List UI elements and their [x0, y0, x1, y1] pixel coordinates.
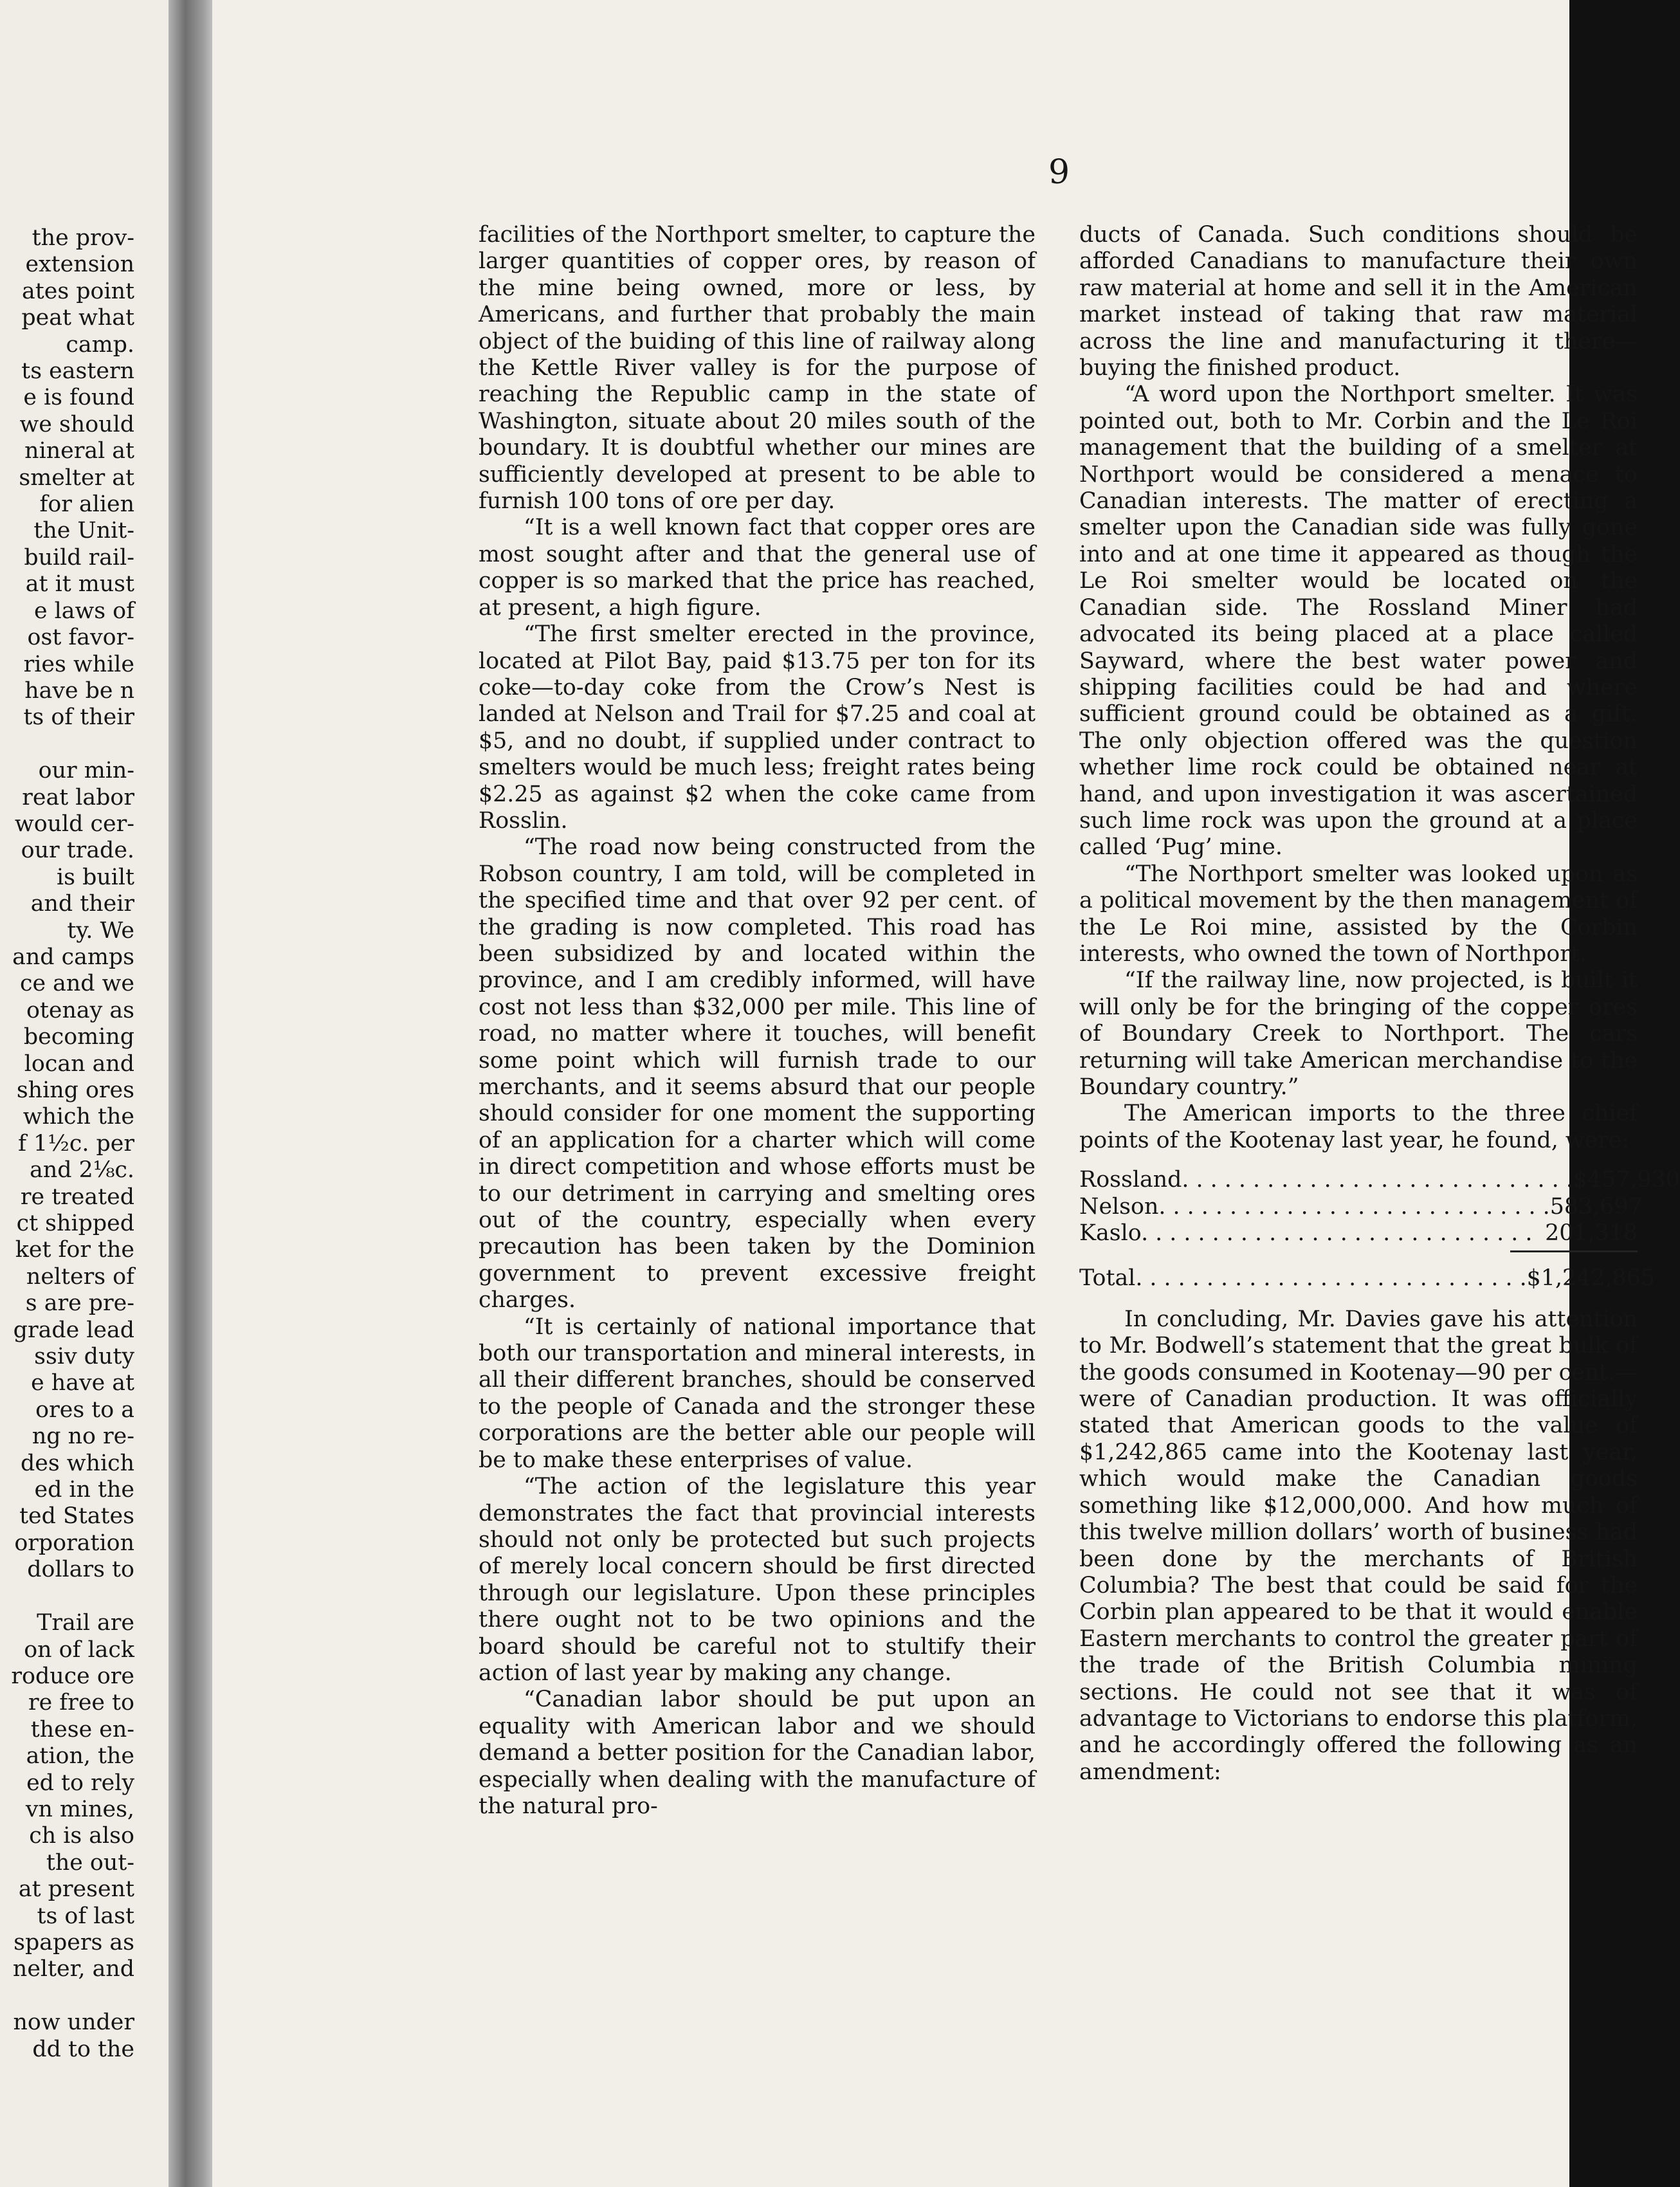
imports-row	[1079, 1193, 1643, 1220]
left-fragment-line: ssiv duty	[34, 1344, 134, 1370]
left-fragment-line: spapers as	[14, 1929, 134, 1955]
left-fragment-line: ted States	[19, 1503, 134, 1530]
imports-table	[1079, 1167, 1680, 1247]
left-fragment-line: ores to a	[35, 1396, 134, 1423]
left-fragment-line: nineral at	[24, 438, 134, 464]
left-fragment-line: vn mines,	[25, 1796, 134, 1822]
left-fragment-line: ries while	[23, 651, 134, 677]
left-fragment-line: ts of last	[37, 1903, 134, 1929]
paragraph: “The road now being constructed from the Robson country, I am told, will be completed in the specified time and that over 92 per cent. of the grading is now completed. This road has been subsidized by and located within the province, and I am credibly informed, will have cost not less than $32,000 per mile. This line of road, no matter where it touches, will benefit some point which will furnish trade to our merchants, and it seems absurd that our people should consider for one moment the supporting of an application for a charter which will come in direct competition and whose efforts must be to our detriment in carrying and smelting ores out of the country, especially when every precaution has been taken by the Dominion government to prevent excessive freight charges.	[479, 834, 1036, 1313]
paragraph: “The action of the legislature this year demonstrates the fact that provincial interests should not only be protected but such projects of merely local concern should be first directed through our legislature. Upon these principles there ought not to be two opinions and the board should be careful not to stultify their action of last year by making any change.	[479, 1474, 1036, 1686]
left-fragment-line: ct shipped	[16, 1211, 134, 1237]
left-fragment-line: nelter, and	[12, 1956, 134, 1982]
left-fragment-line: and their	[30, 891, 134, 917]
left-fragment-line: roduce ore	[11, 1663, 134, 1689]
left-fragment-line: which the	[23, 1104, 134, 1130]
left-fragment-line: ost favor-	[27, 625, 134, 651]
left-fragment-line: peat what	[21, 305, 134, 331]
left-fragment-line: s are pre-	[25, 1290, 134, 1317]
left-fragment-line: grade lead	[13, 1317, 134, 1343]
paragraph: facilities of the Northport smelter, to capture the larger quantities of copper ores, by reason of the mine being owned, more or less, by Americans, and further that probably the main object of the buiding of this line of railway along the Kettle River valley is for the purpose of reaching the Republic camp in the state of Washington, situate about 20 miles south of the boundary. It is doubtful whether our mines are sufficiently developed at present to be able to furnish 100 tons of ore per day.	[479, 222, 1036, 515]
column-right-paragraphs	[1079, 222, 1638, 1154]
total-amount: $1,242,865	[1526, 1265, 1655, 1292]
text-column-left	[479, 222, 1036, 1820]
page-number: 9	[1048, 153, 1070, 192]
paragraph: “A word upon the Northport smelter. It was pointed out, both to Mr. Corbin and the Le Roi management that the building of a smelter at Northport would be considered a menace to Canadian interests. The matter of erecting a smelter upon the Canadian side was fully gone into and at one time it appeared as though the Le Roi smelter would be located on the Canadian side. The Rossland Miner had advocated its being placed at a place called Sayward, where the best water power and shipping facilities could be had and where sufficient ground could be obtained as a gift. The only objection offered was the question whether lime rock could be obtained near at hand, and upon investigation it was ascertained such lime rock was upon the ground at a place called ‘Pug’ mine.	[1079, 381, 1638, 861]
left-fragment-line: Trail are	[37, 1610, 134, 1636]
left-fragment-line: have be n	[24, 677, 134, 704]
left-fragment-line: our min-	[38, 758, 134, 784]
imports-row-amount: 201,318	[1545, 1220, 1638, 1247]
left-fragment-line: ation, the	[26, 1743, 134, 1770]
left-fragment-line: e laws of	[33, 598, 134, 624]
paragraph: “It is a well known fact that copper ores are most sought after and that the general use of copper is so marked that the price has reached, at present, a high figure.	[479, 515, 1036, 621]
left-fragment-line: orporation	[14, 1530, 134, 1556]
left-fragment-line: the out-	[46, 1849, 134, 1876]
left-fragment-line: the Unit-	[33, 518, 134, 544]
imports-row-label: Kaslo. . . . . . . . . . . . . . . . . . . . . . . . . . . .	[1079, 1220, 1533, 1247]
left-fragment-line: e is found	[23, 385, 134, 411]
imports-row-label: Nelson. . . . . . . . . . . . . . . . . . . . . . . . . . . .	[1079, 1193, 1550, 1220]
left-fragment-line: these en-	[30, 1716, 134, 1743]
left-fragment-line: re treated	[20, 1184, 134, 1210]
left-fragment-line: ng no re-	[32, 1423, 134, 1450]
left-fragment-line: would cer-	[14, 810, 134, 837]
left-fragment-line: we should	[19, 411, 134, 437]
imports-row-amount: 583,697	[1549, 1193, 1643, 1220]
left-fragment-line: shing ores	[16, 1077, 134, 1103]
left-fragment-line: re free to	[28, 1690, 134, 1716]
left-fragment-line: ket for the	[15, 1237, 134, 1263]
left-fragment-gap	[9, 731, 134, 758]
left-fragment-line: smelter at	[19, 464, 134, 491]
left-fragment-line: ts eastern	[21, 358, 134, 385]
book-gutter	[169, 0, 217, 2187]
left-fragment-line: e have at	[31, 1370, 134, 1396]
imports-row	[1079, 1220, 1638, 1247]
left-fragment-line: ch is also	[29, 1823, 134, 1849]
left-fragment-line: the prov-	[32, 225, 134, 251]
paragraph: “The first smelter erected in the province, located at Pilot Bay, paid $13.75 per ton for its coke—to-day coke from the Crow’s Nest is landed at Nelson and Trail for $7.25 and coal at $5, and no doubt, if supplied under contract to smelters would be much less; freight rates being $2.25 as against $2 when the coke came from Rosslin.	[479, 621, 1036, 834]
total-label: Total. . . . . . . . . . . . . . . . . . . . . . . . . . . .	[1079, 1265, 1527, 1292]
paragraph: The American imports to the three chief points of the Kootenay last year, he found, were:	[1079, 1101, 1638, 1153]
left-page-fragment	[0, 0, 174, 2187]
left-fragment-line: now under	[13, 2009, 134, 2036]
paragraph: “The Northport smelter was looked upon as a political movement by the then management of the Le Roi mine, assisted by the Corbin interests, who owned the town of Northport.	[1079, 861, 1638, 967]
imports-row-amount: $457,930	[1573, 1167, 1680, 1193]
left-fragment-line: extension	[25, 252, 134, 278]
left-fragment-line: our trade.	[21, 837, 134, 864]
left-fragment-line: otenay as	[26, 997, 134, 1023]
imports-total-row	[1079, 1265, 1655, 1292]
left-fragment-line: locan and	[24, 1050, 134, 1077]
left-fragment-line: ce and we	[19, 971, 134, 997]
left-fragment-line: ed to rely	[26, 1770, 134, 1796]
left-fragment-line: build rail-	[24, 544, 134, 571]
left-fragment-line: at it must	[25, 571, 134, 598]
right-page	[212, 0, 1680, 2187]
left-fragment-line: dd to the	[32, 2036, 134, 2062]
left-fragment-gap	[9, 1584, 134, 1610]
left-fragment-line: and camps	[12, 944, 134, 970]
text-column-right	[1079, 222, 1680, 1786]
paragraph: In concluding, Mr. Davies gave his attention to Mr. Bodwell’s statement that the great bulk of the goods consumed in Kootenay—90 per cent.—were of Canadian production. It was officially stated that American goods to the value of $1,242,865 came into the Kootenay last year, which would make the Canadian goods something like $12,000,000. And how much of this twelve million dollars’ worth of business had been done by the merchants of British Columbia? The best that could be said for the Corbin plan appeared to be that it would enable Eastern merchants to control the greater part of the trade of the British Columbia mining sections. He could not see that it was of advantage to Victorians to endorse this platform, and he accordingly offered the following as an amendment:	[1079, 1306, 1638, 1785]
paragraph: “If the railway line, now projected, is built it will only be for the bringing of the copper ores of Boundary Creek to Northport. The cars returning will take American merchandise to the Boundary country.”	[1079, 967, 1638, 1100]
left-fragment-line: ts of their	[23, 704, 134, 731]
imports-row	[1079, 1167, 1680, 1193]
left-fragment-gap	[9, 1983, 134, 2009]
left-fragment-line: on of lack	[24, 1636, 134, 1663]
left-fragment-line: and 2⅛c.	[30, 1157, 134, 1184]
total-rule	[1510, 1250, 1638, 1252]
left-fragment-line: becoming	[23, 1024, 134, 1050]
left-fragment-line: for alien	[39, 491, 134, 518]
paragraph: “Canadian labor should be put upon an equality with American labor and we should demand a better position for the Canadian labor, especially when dealing with the manufacture of the natural pro-	[479, 1687, 1036, 1819]
left-fragment-line: at present	[18, 1876, 134, 1903]
left-fragment-line: nelters of	[26, 1263, 134, 1290]
left-fragment-line: ty. We	[67, 917, 134, 944]
paragraph: “It is certainly of national importance that both our transportation and mineral interests, in all their different branches, should be conserved to the people of Canada and the stronger these corporations are the better able our people will be to make these enterprises of value.	[479, 1313, 1036, 1473]
left-page-text	[9, 225, 134, 2063]
left-fragment-line: ates point	[22, 278, 134, 304]
paragraph: ducts of Canada. Such conditions should be afforded Canadians to manufacture their own raw material at home and sell it in the American market instead of taking that raw material across the line and manufacturing it there—buying the finished product.	[1079, 222, 1638, 381]
left-fragment-line: f 1½c. per	[18, 1130, 134, 1157]
left-fragment-line: dollars to	[27, 1557, 134, 1583]
imports-row-label: Rossland. . . . . . . . . . . . . . . . . . . . . . . . . . . .	[1079, 1167, 1573, 1193]
left-fragment-line: reat labor	[22, 784, 134, 810]
left-fragment-line: des which	[20, 1450, 134, 1476]
left-fragment-line: camp.	[66, 331, 134, 358]
left-fragment-line: ed in the	[34, 1477, 134, 1503]
column-right-conclusion	[1079, 1306, 1638, 1786]
left-fragment-line: is built	[57, 864, 134, 890]
